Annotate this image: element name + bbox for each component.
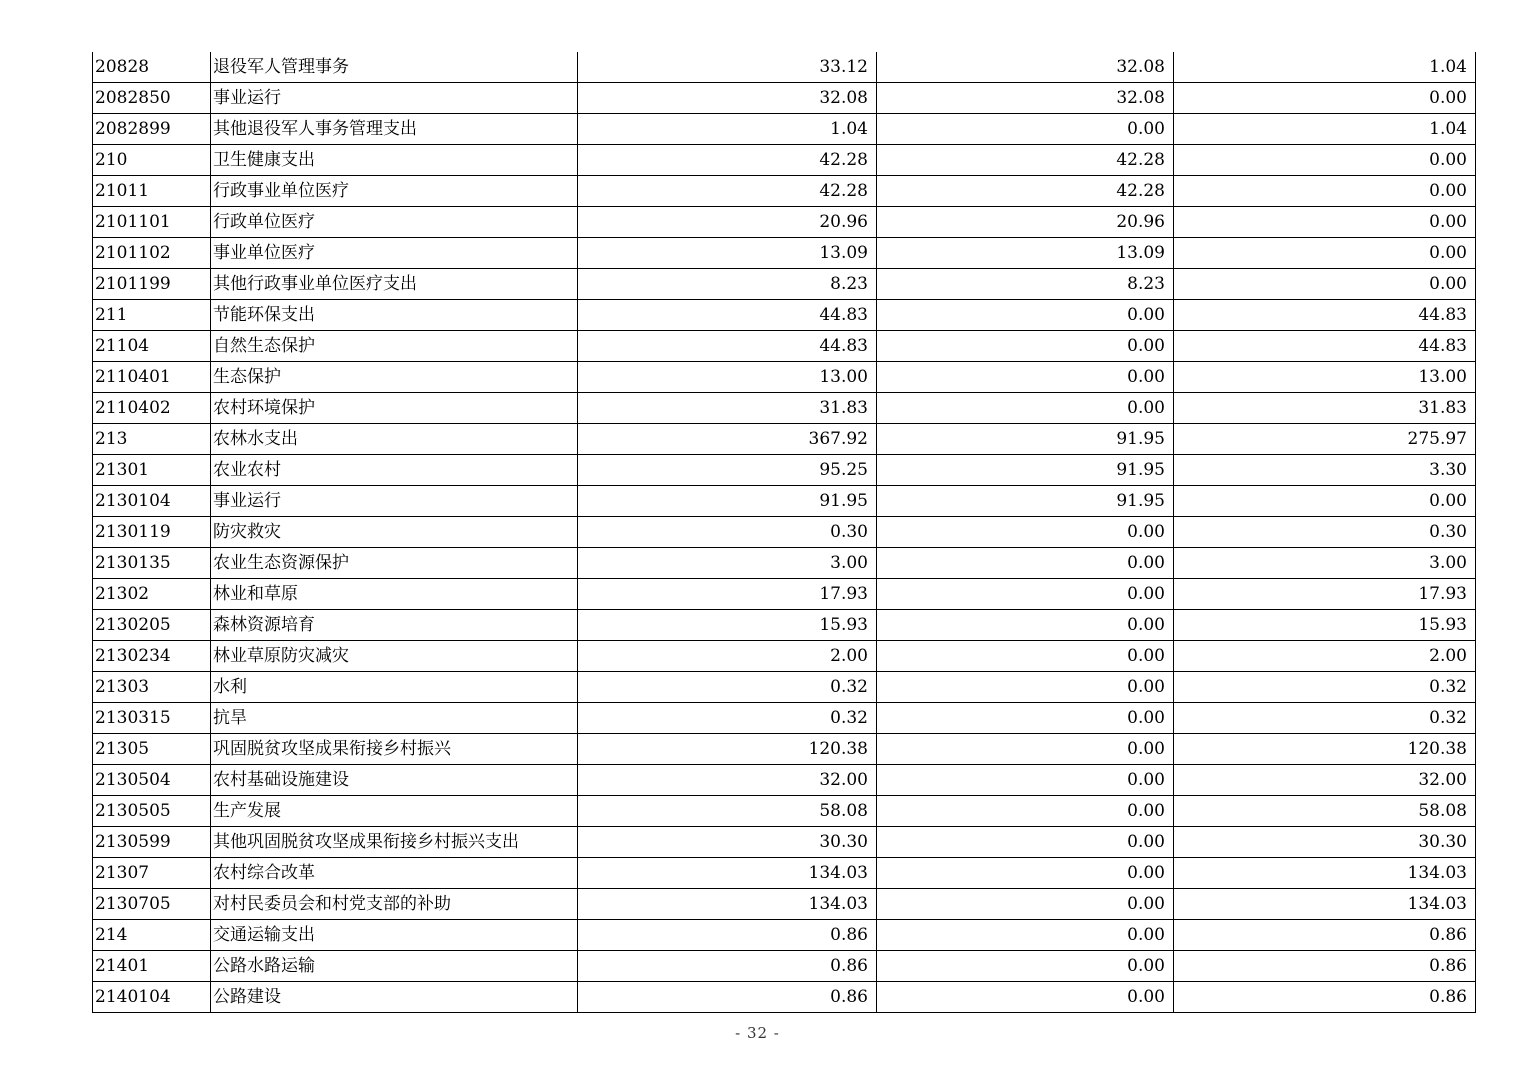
basic-expenditure-cell: 0.00 <box>877 579 1174 610</box>
total-amount-cell: 8.23 <box>578 269 877 300</box>
classification-code-cell: 2130234 <box>93 641 211 672</box>
table-row <box>93 765 1476 796</box>
basic-expenditure-cell: 0.00 <box>877 765 1174 796</box>
table-row <box>93 331 1476 362</box>
item-name-cell: 自然生态保护 <box>211 331 578 362</box>
basic-expenditure-cell: 0.00 <box>877 982 1174 1013</box>
item-name-cell: 行政事业单位医疗 <box>211 176 578 207</box>
project-expenditure-cell: 17.93 <box>1174 579 1476 610</box>
table-row <box>93 362 1476 393</box>
basic-expenditure-cell: 0.00 <box>877 858 1174 889</box>
project-expenditure-cell: 0.86 <box>1174 951 1476 982</box>
basic-expenditure-cell: 13.09 <box>877 238 1174 269</box>
table-row <box>93 610 1476 641</box>
table-row <box>93 145 1476 176</box>
table-row <box>93 672 1476 703</box>
total-amount-cell: 120.38 <box>578 734 877 765</box>
basic-expenditure-cell: 0.00 <box>877 610 1174 641</box>
total-amount-cell: 58.08 <box>578 796 877 827</box>
item-name-cell: 其他行政事业单位医疗支出 <box>211 269 578 300</box>
classification-code-cell: 2130135 <box>93 548 211 579</box>
table-row <box>93 176 1476 207</box>
table-row <box>93 889 1476 920</box>
total-amount-cell: 42.28 <box>578 176 877 207</box>
project-expenditure-cell: 0.00 <box>1174 176 1476 207</box>
classification-code-cell: 2130205 <box>93 610 211 641</box>
classification-code-cell: 211 <box>93 300 211 331</box>
project-expenditure-cell: 0.00 <box>1174 238 1476 269</box>
table-row <box>93 703 1476 734</box>
item-name-cell: 行政单位医疗 <box>211 207 578 238</box>
basic-expenditure-cell: 0.00 <box>877 920 1174 951</box>
classification-code-cell: 21104 <box>93 331 211 362</box>
classification-code-cell: 2130599 <box>93 827 211 858</box>
total-amount-cell: 33.12 <box>578 52 877 83</box>
basic-expenditure-cell: 0.00 <box>877 393 1174 424</box>
basic-expenditure-cell: 0.00 <box>877 951 1174 982</box>
item-name-cell: 事业单位医疗 <box>211 238 578 269</box>
classification-code-cell: 2130504 <box>93 765 211 796</box>
classification-code-cell: 213 <box>93 424 211 455</box>
project-expenditure-cell: 0.00 <box>1174 145 1476 176</box>
total-amount-cell: 91.95 <box>578 486 877 517</box>
item-name-cell: 生产发展 <box>211 796 578 827</box>
table-row <box>93 641 1476 672</box>
table-row <box>93 207 1476 238</box>
total-amount-cell: 0.86 <box>578 982 877 1013</box>
project-expenditure-cell: 31.83 <box>1174 393 1476 424</box>
basic-expenditure-cell: 0.00 <box>877 362 1174 393</box>
item-name-cell: 林业草原防灾减灾 <box>211 641 578 672</box>
table-row <box>93 579 1476 610</box>
table-row <box>93 269 1476 300</box>
total-amount-cell: 95.25 <box>578 455 877 486</box>
basic-expenditure-cell: 0.00 <box>877 517 1174 548</box>
basic-expenditure-cell: 8.23 <box>877 269 1174 300</box>
project-expenditure-cell: 3.30 <box>1174 455 1476 486</box>
basic-expenditure-cell: 0.00 <box>877 796 1174 827</box>
item-name-cell: 农村综合改革 <box>211 858 578 889</box>
project-expenditure-cell: 0.00 <box>1174 207 1476 238</box>
project-expenditure-cell: 32.00 <box>1174 765 1476 796</box>
total-amount-cell: 13.00 <box>578 362 877 393</box>
basic-expenditure-cell: 0.00 <box>877 827 1174 858</box>
total-amount-cell: 3.00 <box>578 548 877 579</box>
project-expenditure-cell: 120.38 <box>1174 734 1476 765</box>
total-amount-cell: 134.03 <box>578 889 877 920</box>
basic-expenditure-cell: 0.00 <box>877 703 1174 734</box>
classification-code-cell: 2082850 <box>93 83 211 114</box>
classification-code-cell: 2110401 <box>93 362 211 393</box>
total-amount-cell: 13.09 <box>578 238 877 269</box>
basic-expenditure-cell: 0.00 <box>877 114 1174 145</box>
classification-code-cell: 210 <box>93 145 211 176</box>
item-name-cell: 巩固脱贫攻坚成果衔接乡村振兴 <box>211 734 578 765</box>
table-row <box>93 920 1476 951</box>
classification-code-cell: 21302 <box>93 579 211 610</box>
classification-code-cell: 2101101 <box>93 207 211 238</box>
project-expenditure-cell: 134.03 <box>1174 889 1476 920</box>
project-expenditure-cell: 2.00 <box>1174 641 1476 672</box>
project-expenditure-cell: 15.93 <box>1174 610 1476 641</box>
page-number: - 32 - <box>735 1024 780 1042</box>
total-amount-cell: 44.83 <box>578 300 877 331</box>
item-name-cell: 农业农村 <box>211 455 578 486</box>
total-amount-cell: 1.04 <box>578 114 877 145</box>
total-amount-cell: 134.03 <box>578 858 877 889</box>
basic-expenditure-cell: 0.00 <box>877 548 1174 579</box>
classification-code-cell: 2130315 <box>93 703 211 734</box>
basic-expenditure-cell: 0.00 <box>877 641 1174 672</box>
item-name-cell: 农村环境保护 <box>211 393 578 424</box>
table-row <box>93 424 1476 455</box>
total-amount-cell: 31.83 <box>578 393 877 424</box>
total-amount-cell: 20.96 <box>578 207 877 238</box>
project-expenditure-cell: 1.04 <box>1174 114 1476 145</box>
item-name-cell: 农业生态资源保护 <box>211 548 578 579</box>
basic-expenditure-cell: 0.00 <box>877 672 1174 703</box>
project-expenditure-cell: 3.00 <box>1174 548 1476 579</box>
table-row <box>93 517 1476 548</box>
classification-code-cell: 21305 <box>93 734 211 765</box>
basic-expenditure-cell: 0.00 <box>877 889 1174 920</box>
table-row <box>93 796 1476 827</box>
item-name-cell: 其他退役军人事务管理支出 <box>211 114 578 145</box>
basic-expenditure-cell: 20.96 <box>877 207 1174 238</box>
total-amount-cell: 0.32 <box>578 672 877 703</box>
total-amount-cell: 367.92 <box>578 424 877 455</box>
item-name-cell: 生态保护 <box>211 362 578 393</box>
item-name-cell: 节能环保支出 <box>211 300 578 331</box>
classification-code-cell: 2082899 <box>93 114 211 145</box>
table-row <box>93 486 1476 517</box>
project-expenditure-cell: 0.86 <box>1174 982 1476 1013</box>
project-expenditure-cell: 44.83 <box>1174 300 1476 331</box>
item-name-cell: 公路水路运输 <box>211 951 578 982</box>
total-amount-cell: 17.93 <box>578 579 877 610</box>
item-name-cell: 事业运行 <box>211 83 578 114</box>
total-amount-cell: 2.00 <box>578 641 877 672</box>
classification-code-cell: 20828 <box>93 52 211 83</box>
basic-expenditure-cell: 91.95 <box>877 424 1174 455</box>
table-row <box>93 734 1476 765</box>
table-body <box>93 52 1476 1013</box>
classification-code-cell: 21303 <box>93 672 211 703</box>
table-row <box>93 548 1476 579</box>
table-row <box>93 827 1476 858</box>
item-name-cell: 退役军人管理事务 <box>211 52 578 83</box>
item-name-cell: 农林水支出 <box>211 424 578 455</box>
basic-expenditure-cell: 0.00 <box>877 331 1174 362</box>
project-expenditure-cell: 13.00 <box>1174 362 1476 393</box>
basic-expenditure-cell: 0.00 <box>877 734 1174 765</box>
item-name-cell: 卫生健康支出 <box>211 145 578 176</box>
item-name-cell: 其他巩固脱贫攻坚成果衔接乡村振兴支出 <box>211 827 578 858</box>
classification-code-cell: 2101102 <box>93 238 211 269</box>
basic-expenditure-cell: 42.28 <box>877 176 1174 207</box>
item-name-cell: 对村民委员会和村党支部的补助 <box>211 889 578 920</box>
project-expenditure-cell: 0.30 <box>1174 517 1476 548</box>
basic-expenditure-cell: 32.08 <box>877 83 1174 114</box>
classification-code-cell: 21401 <box>93 951 211 982</box>
total-amount-cell: 44.83 <box>578 331 877 362</box>
project-expenditure-cell: 30.30 <box>1174 827 1476 858</box>
table-row <box>93 982 1476 1013</box>
item-name-cell: 事业运行 <box>211 486 578 517</box>
classification-code-cell: 2140104 <box>93 982 211 1013</box>
classification-code-cell: 2130104 <box>93 486 211 517</box>
table-row <box>93 52 1476 83</box>
classification-code-cell: 2130119 <box>93 517 211 548</box>
table-row <box>93 114 1476 145</box>
classification-code-cell: 21301 <box>93 455 211 486</box>
basic-expenditure-cell: 32.08 <box>877 52 1174 83</box>
item-name-cell: 森林资源培育 <box>211 610 578 641</box>
total-amount-cell: 0.86 <box>578 951 877 982</box>
classification-code-cell: 2130505 <box>93 796 211 827</box>
classification-code-cell: 21307 <box>93 858 211 889</box>
table-row <box>93 300 1476 331</box>
item-name-cell: 农村基础设施建设 <box>211 765 578 796</box>
basic-expenditure-cell: 91.95 <box>877 455 1174 486</box>
project-expenditure-cell: 275.97 <box>1174 424 1476 455</box>
total-amount-cell: 0.30 <box>578 517 877 548</box>
classification-code-cell: 2130705 <box>93 889 211 920</box>
item-name-cell: 防灾救灾 <box>211 517 578 548</box>
project-expenditure-cell: 0.00 <box>1174 269 1476 300</box>
total-amount-cell: 32.00 <box>578 765 877 796</box>
table-row <box>93 238 1476 269</box>
item-name-cell: 水利 <box>211 672 578 703</box>
project-expenditure-cell: 1.04 <box>1174 52 1476 83</box>
total-amount-cell: 30.30 <box>578 827 877 858</box>
basic-expenditure-cell: 91.95 <box>877 486 1174 517</box>
total-amount-cell: 15.93 <box>578 610 877 641</box>
project-expenditure-cell: 58.08 <box>1174 796 1476 827</box>
table-row <box>93 858 1476 889</box>
project-expenditure-cell: 0.32 <box>1174 703 1476 734</box>
table-row <box>93 393 1476 424</box>
classification-code-cell: 21011 <box>93 176 211 207</box>
item-name-cell: 公路建设 <box>211 982 578 1013</box>
budget-table <box>92 52 1476 1013</box>
basic-expenditure-cell: 0.00 <box>877 300 1174 331</box>
total-amount-cell: 32.08 <box>578 83 877 114</box>
classification-code-cell: 2110402 <box>93 393 211 424</box>
table-row <box>93 83 1476 114</box>
total-amount-cell: 0.32 <box>578 703 877 734</box>
item-name-cell: 交通运输支出 <box>211 920 578 951</box>
total-amount-cell: 0.86 <box>578 920 877 951</box>
project-expenditure-cell: 0.32 <box>1174 672 1476 703</box>
classification-code-cell: 214 <box>93 920 211 951</box>
project-expenditure-cell: 0.86 <box>1174 920 1476 951</box>
table-row <box>93 455 1476 486</box>
project-expenditure-cell: 44.83 <box>1174 331 1476 362</box>
item-name-cell: 抗旱 <box>211 703 578 734</box>
basic-expenditure-cell: 42.28 <box>877 145 1174 176</box>
project-expenditure-cell: 0.00 <box>1174 83 1476 114</box>
project-expenditure-cell: 134.03 <box>1174 858 1476 889</box>
project-expenditure-cell: 0.00 <box>1174 486 1476 517</box>
table-row <box>93 951 1476 982</box>
item-name-cell: 林业和草原 <box>211 579 578 610</box>
total-amount-cell: 42.28 <box>578 145 877 176</box>
classification-code-cell: 2101199 <box>93 269 211 300</box>
